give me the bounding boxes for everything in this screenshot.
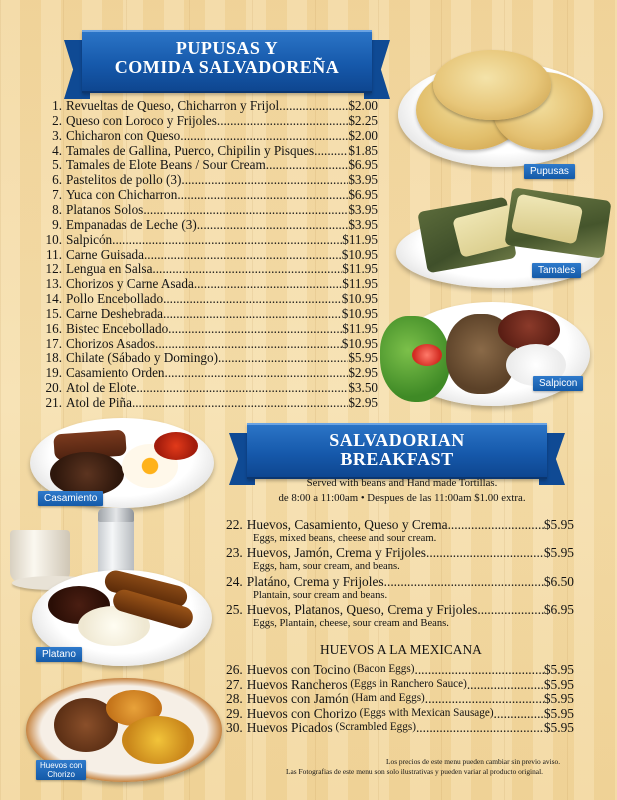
item-price: $10.95 bbox=[341, 335, 378, 351]
breakfast-item bbox=[226, 545, 574, 560]
breakfast-note-line1: Served with beans and Hand made Tortillas. bbox=[306, 477, 498, 489]
item-price: $6.95 bbox=[543, 602, 574, 617]
footer-line1: Los precios de este menu pueden cambiar sin previo aviso. bbox=[386, 757, 561, 766]
item-price: $11.95 bbox=[342, 276, 378, 292]
item-translation bbox=[350, 662, 414, 677]
item-number: 25. bbox=[226, 602, 243, 617]
item-name: Salpicón bbox=[66, 231, 113, 247]
huevos-label-line1: Huevos con bbox=[40, 761, 83, 770]
mexicana-item bbox=[226, 720, 574, 735]
menu-item bbox=[22, 322, 378, 337]
item-price: $5.95 bbox=[543, 720, 574, 736]
footer-line2: Las Fotografias de este menu son solo ilustrativas y pueden variar al producto original. bbox=[286, 767, 543, 776]
item-translation-text: (Bacon Eggs) bbox=[353, 663, 415, 675]
leader-dots bbox=[144, 248, 342, 263]
tamales-label: Tamales bbox=[532, 263, 581, 278]
item-price: $5.95 bbox=[543, 705, 574, 721]
item-name: Huevos con Chorizo bbox=[246, 705, 357, 721]
item-number: 24. bbox=[226, 574, 243, 589]
leader-dots bbox=[180, 129, 348, 144]
item-number: 16. bbox=[45, 320, 62, 336]
leader-dots bbox=[218, 351, 348, 366]
menu-item bbox=[22, 262, 378, 277]
menu-item bbox=[22, 218, 378, 233]
item-translation bbox=[349, 691, 425, 706]
leader-dots bbox=[279, 99, 348, 114]
leader-dots bbox=[194, 277, 342, 292]
item-price: $2.95 bbox=[348, 365, 378, 381]
leader-dots bbox=[416, 720, 544, 735]
menu-item bbox=[22, 144, 378, 159]
item-name: Platáno, Crema y Frijoles bbox=[246, 574, 384, 589]
item-name: Tamales de Gallina, Puerco, Chipilin y Pisques bbox=[66, 142, 315, 158]
item-price: $11.95 bbox=[342, 320, 378, 336]
item-name: Huevos, Platanos, Queso, Crema y Frijoles bbox=[246, 602, 478, 617]
leader-dots bbox=[467, 677, 544, 692]
item-translation bbox=[348, 677, 467, 692]
leader-dots bbox=[384, 574, 544, 589]
huevos-chorizo-label bbox=[36, 760, 86, 780]
leader-dots bbox=[425, 691, 544, 706]
item-name: Pastelitos de pollo (3) bbox=[66, 172, 182, 188]
menu-item bbox=[22, 277, 378, 292]
item-name: Chorizos Asados bbox=[66, 335, 156, 351]
leader-dots bbox=[112, 233, 342, 248]
mexicana-item bbox=[226, 691, 574, 706]
item-price: $3.50 bbox=[348, 380, 378, 396]
item-price: $6.50 bbox=[543, 574, 574, 589]
breakfast-item bbox=[226, 517, 574, 532]
item-number: 7. bbox=[52, 187, 62, 203]
item-price: $5.95 bbox=[543, 676, 574, 692]
leader-dots bbox=[314, 144, 348, 159]
breakfast-item bbox=[226, 602, 574, 617]
item-price: $10.95 bbox=[341, 291, 378, 307]
menu-item bbox=[22, 233, 378, 248]
item-translation bbox=[357, 706, 494, 721]
menu-item bbox=[22, 292, 378, 307]
item-number: 2. bbox=[52, 112, 62, 128]
item-number: 6. bbox=[52, 172, 62, 188]
menu-item bbox=[22, 248, 378, 263]
leader-dots bbox=[217, 114, 348, 129]
item-number: 12. bbox=[45, 261, 62, 277]
item-name: Queso con Loroco y Frijoles bbox=[66, 112, 217, 128]
leader-dots bbox=[163, 292, 342, 307]
item-name: Huevos con Tocino bbox=[246, 662, 351, 677]
item-price: $5.95 bbox=[543, 517, 574, 532]
leader-dots bbox=[181, 173, 348, 188]
leader-dots bbox=[477, 602, 544, 617]
breakfast-banner bbox=[247, 423, 547, 479]
breakfast-title-line2: BREAKFAST bbox=[340, 449, 454, 469]
item-number: 4. bbox=[52, 142, 62, 158]
item-number: 28. bbox=[226, 691, 243, 707]
leader-dots bbox=[155, 337, 342, 352]
item-name: Atol de Elote bbox=[66, 380, 137, 396]
item-number: 10. bbox=[45, 231, 62, 247]
item-name: Carne Guisada bbox=[66, 246, 144, 262]
leader-dots bbox=[494, 706, 544, 721]
item-name: Casamiento Orden bbox=[66, 365, 165, 381]
item-number: 21. bbox=[45, 395, 62, 410]
item-translation bbox=[333, 720, 416, 735]
menu-item bbox=[22, 351, 378, 366]
leader-dots bbox=[143, 203, 348, 218]
item-price: $3.95 bbox=[348, 216, 378, 232]
item-number: 27. bbox=[226, 676, 243, 692]
item-number: 20. bbox=[45, 380, 62, 396]
menu-item bbox=[22, 203, 378, 218]
leader-dots bbox=[177, 188, 348, 203]
leader-dots bbox=[426, 545, 544, 560]
item-description: Plantain, sour cream and beans. bbox=[253, 590, 388, 601]
pupusas-banner bbox=[82, 30, 372, 93]
item-name: Bistec Encebollado bbox=[66, 320, 169, 336]
leader-dots bbox=[132, 396, 348, 411]
item-price: $11.95 bbox=[342, 231, 378, 247]
item-name: Huevos, Casamiento, Queso y Crema bbox=[246, 517, 448, 532]
item-price: $3.95 bbox=[348, 201, 378, 217]
item-number: 15. bbox=[45, 305, 62, 321]
item-number: 19. bbox=[45, 365, 62, 381]
item-number: 14. bbox=[45, 291, 62, 307]
leader-dots bbox=[163, 307, 342, 322]
item-number: 1. bbox=[52, 98, 62, 113]
mexicana-item bbox=[226, 662, 574, 677]
breakfast-item bbox=[226, 574, 574, 589]
pupusas-photo bbox=[398, 42, 614, 172]
salpicon-label: Salpicon bbox=[533, 376, 583, 391]
leader-dots bbox=[448, 517, 544, 532]
menu-item bbox=[22, 173, 378, 188]
item-name: Chilate (Sábado y Domingo) bbox=[66, 350, 218, 366]
platano-label: Platano bbox=[36, 647, 82, 662]
menu-item bbox=[22, 114, 378, 129]
item-name: Huevos, Jamón, Crema y Frijoles bbox=[246, 545, 427, 560]
menu-item bbox=[22, 381, 378, 396]
item-name: Atol de Piña bbox=[66, 395, 132, 410]
item-price: $2.25 bbox=[348, 112, 378, 128]
mexicana-item bbox=[226, 706, 574, 721]
item-price: $2.00 bbox=[348, 98, 378, 113]
menu-item bbox=[22, 366, 378, 381]
mexicana-item bbox=[226, 677, 574, 692]
huevos-label-line2: Chorizo bbox=[47, 770, 75, 779]
item-name: Lengua en Salsa bbox=[66, 261, 153, 277]
item-number: 3. bbox=[52, 127, 62, 143]
huevos-mexicana-heading: HUEVOS A LA MEXICANA bbox=[320, 642, 482, 657]
item-price: $2.00 bbox=[348, 127, 378, 143]
item-name: Empanadas de Leche (3) bbox=[66, 216, 197, 232]
item-price: $5.95 bbox=[348, 350, 378, 366]
item-name: Chorizos y Carne Asada bbox=[66, 276, 194, 292]
leader-dots bbox=[266, 158, 349, 173]
menu-item bbox=[22, 396, 378, 411]
item-name: Huevos Picados bbox=[246, 720, 333, 736]
item-description: Eggs, Plantain, cheese, sour cream and Beans. bbox=[253, 618, 449, 629]
item-price: $6.95 bbox=[348, 187, 378, 203]
item-name: Platanos Solos bbox=[66, 201, 144, 217]
item-translation-text: (Ham and Eggs) bbox=[351, 692, 425, 705]
leader-dots bbox=[136, 381, 348, 396]
breakfast-title-line1: SALVADORIAN bbox=[329, 430, 465, 450]
item-name: Huevos con Jamón bbox=[246, 691, 349, 707]
platano-photo bbox=[8, 508, 218, 668]
item-name: Revueltas de Queso, Chicharron y Frijol bbox=[66, 98, 280, 113]
menu-item bbox=[22, 129, 378, 144]
item-description: Eggs, ham, sour cream, and beans. bbox=[253, 561, 400, 572]
item-price: $1.85 bbox=[348, 142, 378, 158]
pupusas-title-line2: COMIDA SALVADOREÑA bbox=[114, 57, 340, 77]
item-price: $5.95 bbox=[543, 691, 574, 707]
leader-dots bbox=[414, 662, 543, 677]
item-price: $2.95 bbox=[348, 395, 378, 410]
item-price: $5.95 bbox=[543, 545, 574, 560]
item-number: 11. bbox=[46, 246, 62, 262]
item-number: 9. bbox=[52, 216, 62, 232]
leader-dots bbox=[168, 322, 342, 337]
pupusas-title-line1: PUPUSAS Y bbox=[175, 38, 279, 58]
item-price: $5.95 bbox=[543, 662, 574, 677]
item-number: 29. bbox=[226, 705, 243, 721]
pupusas-label: Pupusas bbox=[524, 164, 575, 179]
item-number: 26. bbox=[226, 662, 243, 677]
item-name: Pollo Encebollado bbox=[66, 291, 164, 307]
breakfast-note-line2: de 8:00 a 11:00am • Despues de las 11:00am $1.00 extra. bbox=[278, 492, 526, 504]
item-price: $10.95 bbox=[341, 246, 378, 262]
item-price: $3.95 bbox=[348, 172, 378, 188]
casamiento-label: Casamiento bbox=[38, 491, 103, 506]
item-translation-text: (Eggs with Mexican Sausage) bbox=[359, 706, 494, 719]
leader-dots bbox=[197, 218, 349, 233]
item-name: Tamales de Elote Beans / Sour Cream bbox=[66, 157, 266, 173]
item-name: Yuca con Chicharron bbox=[66, 187, 178, 203]
menu-item bbox=[22, 307, 378, 322]
item-number: 22. bbox=[226, 517, 243, 532]
item-translation-text: (Eggs in Ranchero Sauce) bbox=[350, 677, 467, 690]
item-number: 18. bbox=[45, 350, 62, 366]
item-price: $6.95 bbox=[348, 157, 378, 173]
leader-dots bbox=[165, 366, 349, 381]
menu-item bbox=[22, 158, 378, 173]
item-name: Huevos Rancheros bbox=[246, 676, 348, 692]
tamales-photo bbox=[396, 186, 614, 290]
menu-item bbox=[22, 337, 378, 352]
item-number: 13. bbox=[45, 276, 62, 292]
item-number: 30. bbox=[226, 720, 243, 736]
salpicon-photo bbox=[380, 298, 612, 410]
item-number: 8. bbox=[52, 201, 62, 217]
leader-dots bbox=[152, 262, 342, 277]
item-price: $11.95 bbox=[342, 261, 378, 277]
item-name: Chicharon con Queso bbox=[66, 127, 181, 143]
item-number: 23. bbox=[226, 545, 243, 560]
item-name: Carne Deshebrada bbox=[66, 305, 164, 321]
item-price: $10.95 bbox=[341, 305, 378, 321]
item-description: Eggs, mixed beans, cheese and sour cream. bbox=[253, 533, 437, 544]
menu-item bbox=[22, 99, 378, 114]
menu-item bbox=[22, 188, 378, 203]
item-translation-text: (Scrambled Eggs) bbox=[335, 721, 416, 734]
item-number: 17. bbox=[45, 335, 62, 351]
item-number: 5. bbox=[52, 157, 62, 173]
